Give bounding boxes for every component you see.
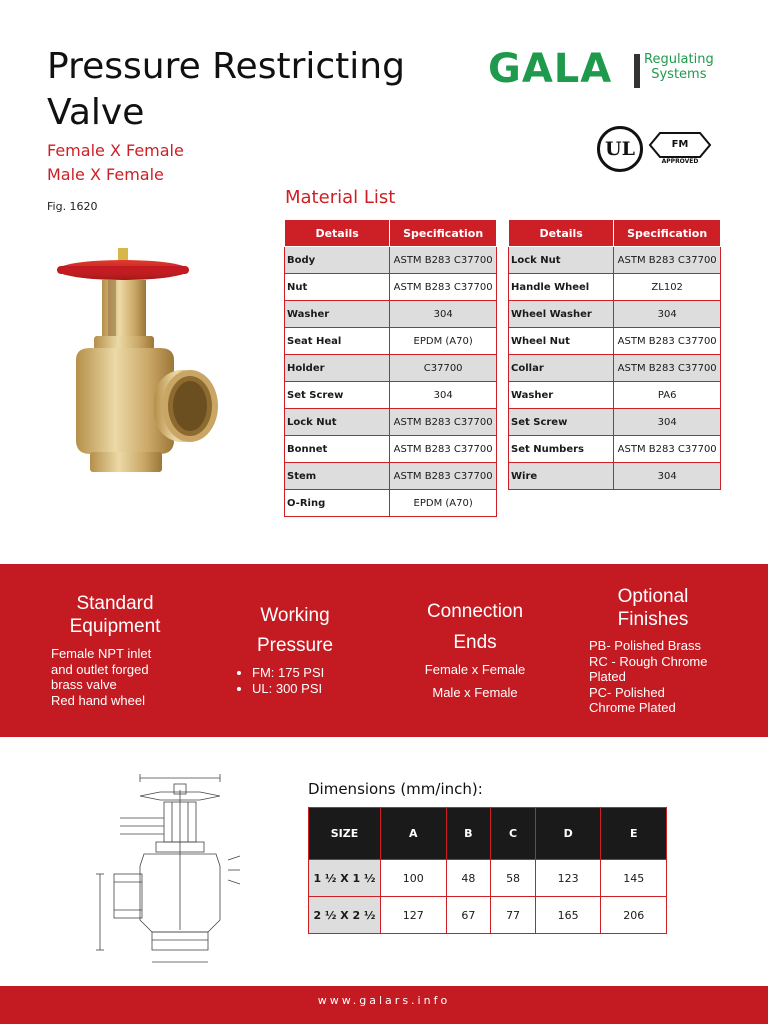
spec-cell: ASTM B283 C37700: [390, 247, 497, 274]
valve-photo: [50, 240, 230, 480]
ul-label: UL: [605, 138, 635, 160]
value-cell: 67: [446, 897, 491, 934]
header-c: C: [491, 808, 536, 860]
spec-cell: ASTM B283 C37700: [614, 355, 721, 382]
spec-cell: 304: [614, 301, 721, 328]
detail-cell: Lock Nut: [285, 409, 390, 436]
table-row: [285, 328, 497, 355]
header-d: D: [535, 808, 601, 860]
text-line: PC- Polished: [589, 684, 665, 700]
fm-label: FM: [671, 139, 689, 150]
footer-bar: [0, 986, 768, 1024]
table-row: [509, 301, 721, 328]
page-title: Pressure Restricting Valve: [47, 46, 405, 133]
material-table-header: [509, 220, 721, 247]
detail-cell: Bonnet: [285, 436, 390, 463]
detail-cell: Wheel Nut: [509, 328, 614, 355]
spec-cell: 304: [614, 409, 721, 436]
connection-male-female: Male x Female: [432, 685, 518, 700]
value-cell: 48: [446, 860, 491, 897]
detail-cell: Lock Nut: [509, 247, 614, 274]
detail-cell: Seat Heal: [285, 328, 390, 355]
header-a: A: [381, 808, 447, 860]
connection-ends-section: [405, 564, 545, 737]
detail-cell: Set Screw: [285, 382, 390, 409]
heading-line: Optional: [617, 586, 689, 607]
text-line: Plated: [589, 669, 626, 684]
dimensions-table: [308, 807, 667, 934]
header-b: B: [446, 808, 491, 860]
size-cell: 2 ½ X 2 ½: [309, 897, 381, 934]
connection-ends-heading-2: Ends: [453, 632, 497, 653]
value-cell: 77: [491, 897, 536, 934]
material-list-title: Material List: [285, 187, 396, 208]
table-row: [285, 247, 497, 274]
spec-cell: ASTM B283 C37700: [614, 436, 721, 463]
detail-cell: Body: [285, 247, 390, 274]
standard-equipment-heading: [45, 592, 185, 638]
detail-cell: Stem: [285, 463, 390, 490]
table-row: [285, 274, 497, 301]
fm-approved-label: APPROVED: [661, 158, 699, 165]
optional-finishes-text: [589, 638, 729, 716]
text-line: and outlet forged: [51, 661, 149, 677]
material-table-right: [508, 219, 721, 490]
table-row: [509, 355, 721, 382]
logo-tagline: [644, 52, 714, 82]
subtitle-male-female: Male X Female: [47, 165, 164, 184]
working-pressure-list: [252, 665, 324, 696]
table-row: [509, 247, 721, 274]
spec-cell: 304: [614, 463, 721, 490]
detail-cell: O-Ring: [285, 490, 390, 517]
table-row: [509, 436, 721, 463]
material-table-left: [284, 219, 497, 517]
spec-cell: ZL102: [614, 274, 721, 301]
value-cell: 165: [535, 897, 601, 934]
figure-number: Fig. 1620: [47, 200, 98, 213]
spec-cell: 304: [390, 301, 497, 328]
header-specification: Specification: [390, 220, 497, 247]
heading-line: Standard: [76, 593, 154, 614]
list-item: • UL: 300 PSI: [252, 681, 324, 697]
text-line: Female NPT inlet: [51, 646, 152, 661]
header-size: SIZE: [309, 808, 381, 860]
technical-drawing: [80, 770, 260, 970]
detail-cell: Washer: [509, 382, 614, 409]
text-line: PB- Polished Brass: [589, 638, 701, 653]
table-row: [309, 860, 667, 897]
subtitle-female-female: Female X Female: [47, 141, 184, 160]
spec-cell: 304: [390, 382, 497, 409]
fm-approved-icon: [648, 128, 712, 170]
table-row: [509, 328, 721, 355]
detail-cell: Set Numbers: [509, 436, 614, 463]
detail-cell: Handle Wheel: [509, 274, 614, 301]
ul-certification-icon: [597, 126, 643, 172]
table-row: [285, 355, 497, 382]
logo-tagline-line-2: Systems: [651, 67, 707, 82]
value-cell: 58: [491, 860, 536, 897]
text-line: brass valve: [51, 677, 117, 692]
features-band: [0, 564, 768, 737]
material-table-header: [285, 220, 497, 247]
heading-line: Finishes: [617, 609, 689, 630]
header-e: E: [601, 808, 667, 860]
value-cell: 123: [535, 860, 601, 897]
optional-finishes-section: [583, 564, 733, 737]
table-row: [285, 409, 497, 436]
website-link[interactable]: www.galars.info: [317, 994, 451, 1007]
connection-ends-heading-1: Connection: [426, 601, 524, 622]
logo-divider: [634, 54, 640, 88]
spec-cell: EPDM (A70): [390, 328, 497, 355]
dimensions-header-row: [309, 808, 667, 860]
value-cell: 145: [601, 860, 667, 897]
detail-cell: Holder: [285, 355, 390, 382]
gala-logo: [488, 48, 728, 94]
detail-cell: Washer: [285, 301, 390, 328]
detail-cell: Set Screw: [509, 409, 614, 436]
spec-cell: PA6: [614, 382, 721, 409]
size-cell: 1 ½ X 1 ½: [309, 860, 381, 897]
connection-female-female: Female x Female: [424, 662, 526, 677]
header-details: Details: [509, 220, 614, 247]
spec-cell: ASTM B283 C37700: [614, 247, 721, 274]
table-row: [509, 463, 721, 490]
table-row: [285, 463, 497, 490]
detail-cell: Wire: [509, 463, 614, 490]
working-pressure-heading-2: Pressure: [256, 635, 334, 656]
text-line: RC - Rough Chrome: [589, 653, 708, 669]
table-row: [285, 382, 497, 409]
spec-cell: ASTM B283 C37700: [390, 463, 497, 490]
logo-wordmark: GALA: [488, 46, 613, 92]
value-cell: 127: [381, 897, 447, 934]
text-line: Chrome Plated: [589, 700, 676, 715]
spec-cell: ASTM B283 C37700: [614, 328, 721, 355]
table-row: [509, 382, 721, 409]
spec-cell: ASTM B283 C37700: [390, 409, 497, 436]
table-row: [285, 436, 497, 463]
value-cell: 100: [381, 860, 447, 897]
table-row: [309, 897, 667, 934]
table-row: [285, 490, 497, 517]
standard-equipment-text: [51, 646, 191, 708]
list-item: • FM: 175 PSI: [252, 665, 324, 681]
table-row: [509, 409, 721, 436]
spec-cell: C37700: [390, 355, 497, 382]
value-cell: 206: [601, 897, 667, 934]
standard-equipment-section: [45, 564, 185, 737]
spec-cell: ASTM B283 C37700: [390, 274, 497, 301]
table-row: [509, 274, 721, 301]
table-row: [285, 301, 497, 328]
logo-tagline-line-1: Regulating: [644, 52, 714, 67]
optional-finishes-heading: [583, 585, 723, 631]
dimensions-title: Dimensions (mm/inch):: [308, 780, 483, 798]
spec-cell: EPDM (A70): [390, 490, 497, 517]
detail-cell: Nut: [285, 274, 390, 301]
working-pressure-heading-1: Working: [260, 605, 330, 626]
text-line: Red hand wheel: [51, 692, 145, 708]
heading-line: Equipment: [69, 616, 161, 637]
spec-cell: ASTM B283 C37700: [390, 436, 497, 463]
header-details: Details: [285, 220, 390, 247]
working-pressure-section: [230, 564, 360, 737]
detail-cell: Wheel Washer: [509, 301, 614, 328]
detail-cell: Collar: [509, 355, 614, 382]
header-specification: Specification: [614, 220, 721, 247]
